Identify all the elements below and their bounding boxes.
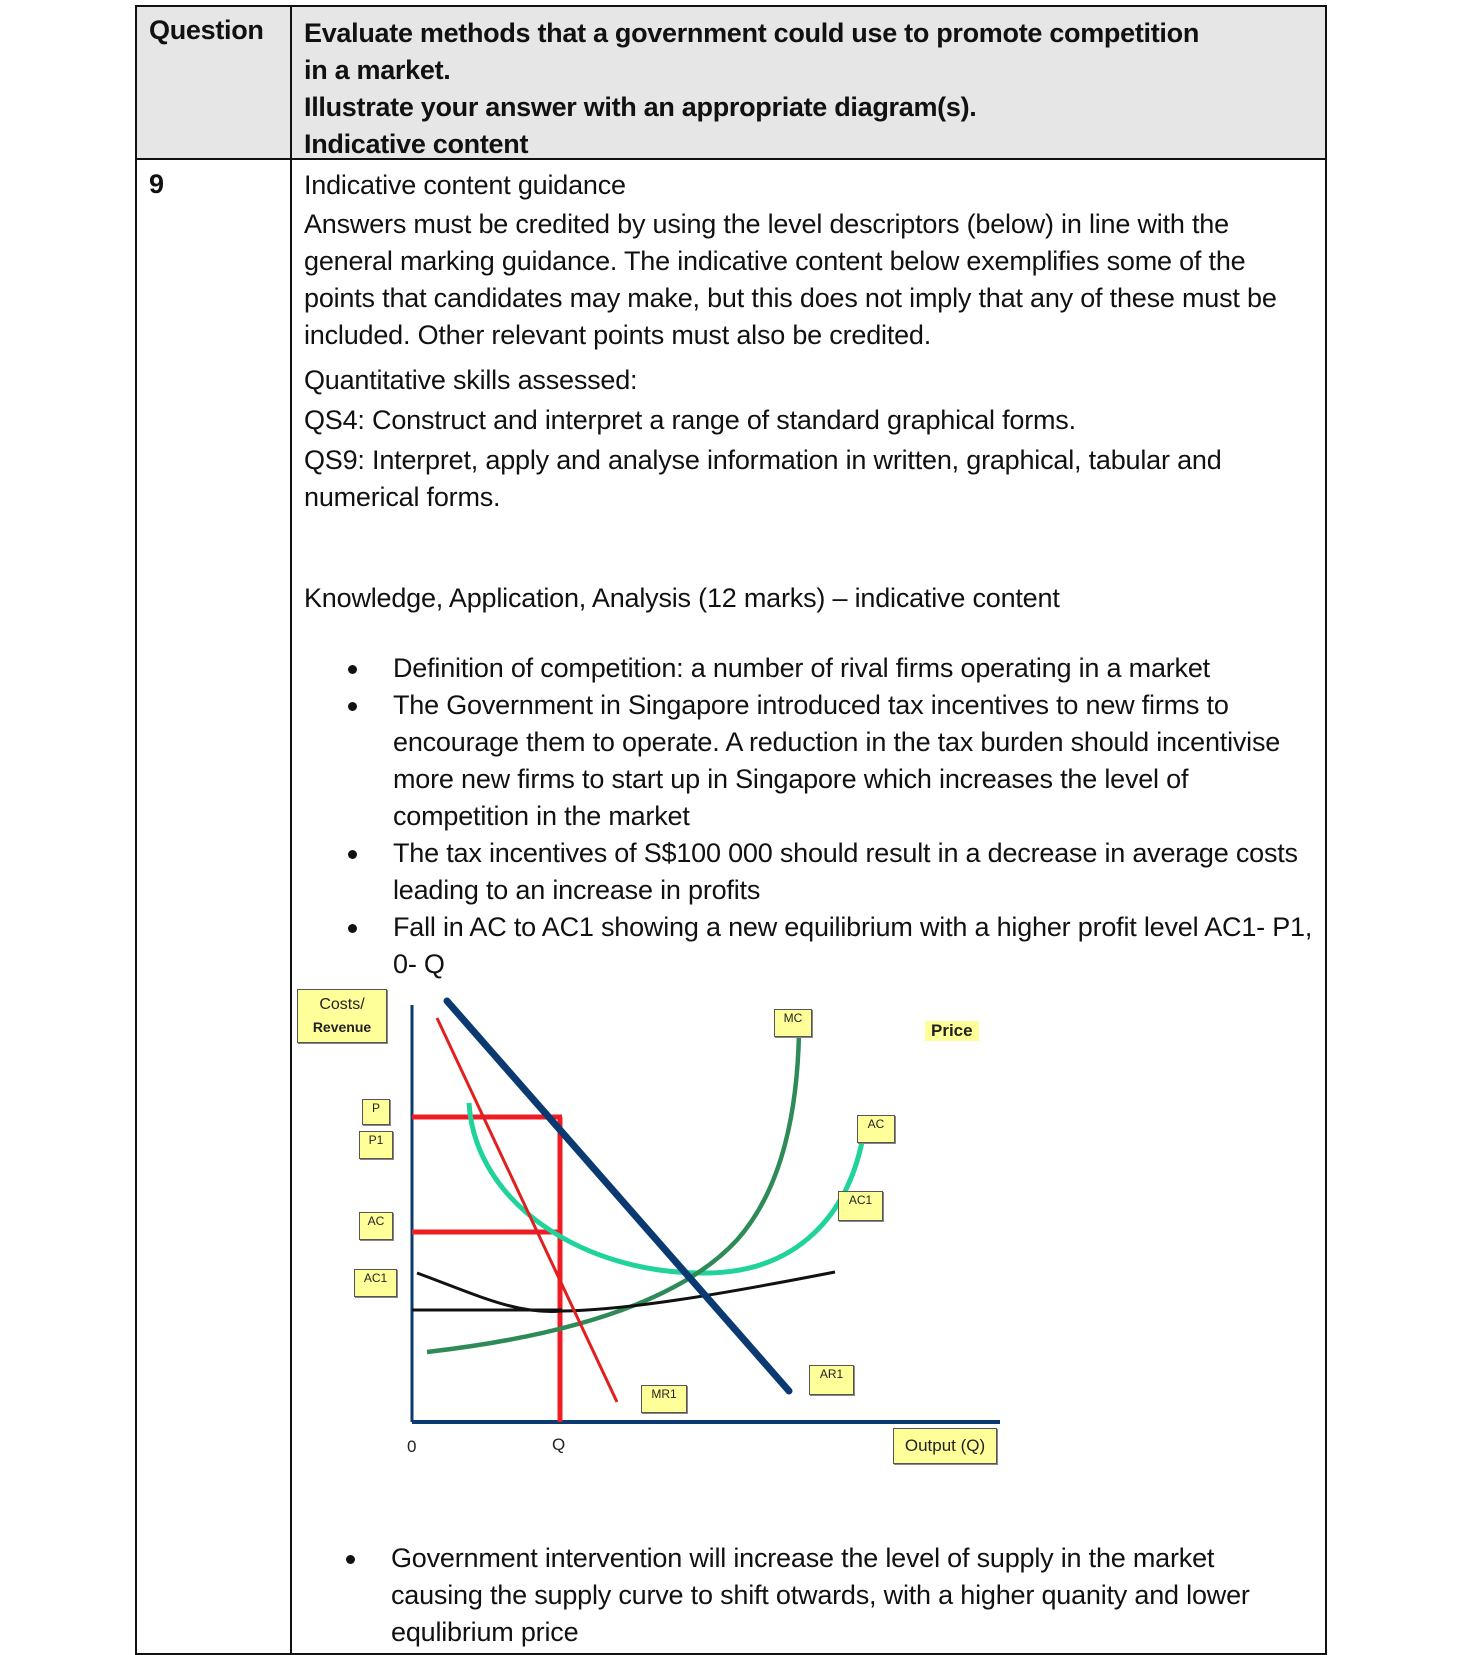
- question-number: 9: [149, 169, 165, 199]
- y-tick-p1: P1: [359, 1131, 393, 1159]
- bullet-icon: [348, 850, 357, 859]
- bullet-list: [304, 650, 1314, 983]
- question-line: Illustrate your answer with an appropriate diagram(s).: [304, 92, 977, 122]
- cost-revenue-diagram: [297, 985, 1017, 1475]
- y-tick-ac1: AC1: [354, 1269, 397, 1297]
- ac-label: AC: [857, 1115, 895, 1143]
- question-line: in a market.: [304, 55, 451, 85]
- question-line: Indicative content: [304, 129, 529, 159]
- ac1-label: AC1: [838, 1191, 883, 1221]
- x-axis-label: Output (Q): [893, 1428, 997, 1464]
- bullet-icon: [346, 1555, 355, 1564]
- kaa-heading: Knowledge, Application, Analysis (12 marks) – indicative content: [304, 583, 1060, 613]
- bullet-item: The Government in Singapore introduced tax incentives to new firms to encourage them to operate. A reduction in the tax burden should incentivise more new firms to start up in Singapore which increases the level of competition in the market: [304, 687, 1314, 835]
- qs4-text: QS4: Construct and interpret a range of standard graphical forms.: [304, 405, 1076, 435]
- indicative-content: [304, 167, 1314, 983]
- ac1-curve: [417, 1272, 835, 1312]
- qs-heading: Quantitative skills assessed:: [304, 365, 638, 395]
- guidance-intro: Answers must be credited by using the level descriptors (below) in line with the general marking guidance. The indicative content below exemplifies some of the points that candidates may make, but this does not imply that any of these must be included. Other relevant points must also be credited.: [304, 209, 1277, 350]
- price-label: Price: [925, 1021, 979, 1041]
- mc-label: MC: [774, 1009, 812, 1037]
- bullet-icon: [348, 665, 357, 674]
- y-tick-p: P: [362, 1099, 390, 1125]
- question-text: [304, 15, 1199, 163]
- bullet-item: Fall in AC to AC1 showing a new equilibrium with a higher profit level AC1- P1, 0- Q: [304, 909, 1314, 983]
- mr1-curve: [437, 1018, 617, 1402]
- column-divider: [290, 7, 292, 1653]
- final-bullet: [302, 1540, 1312, 1651]
- q-label: Q: [552, 1435, 566, 1454]
- mr1-label: MR1: [641, 1385, 687, 1413]
- bullet-icon: [348, 702, 357, 711]
- origin-label: 0: [407, 1437, 417, 1456]
- bullet-item: Government intervention will increase the level of supply in the market causing the supply curve to shift otwards, with a higher quanity and lower equlibrium price: [302, 1540, 1312, 1651]
- ar1-label: AR1: [809, 1365, 854, 1395]
- y-axis-label-box: Costs/ Revenue: [297, 989, 387, 1043]
- guidance-heading: Indicative content guidance: [304, 170, 626, 200]
- bullet-icon: [348, 924, 357, 933]
- bullet-item: The tax incentives of S$100 000 should result in a decrease in average costs leading to an increase in profits: [304, 835, 1314, 909]
- ar1-curve: [447, 1001, 789, 1391]
- y-tick-ac: AC: [359, 1212, 393, 1240]
- qs9-text: QS9: Interpret, apply and analyse information in written, graphical, tabular and numerical forms.: [304, 445, 1222, 512]
- question-column-header: Question: [149, 15, 264, 45]
- question-line: Evaluate methods that a government could use to promote competition: [304, 18, 1200, 48]
- bullet-item: Definition of competition: a number of rival firms operating in a market: [304, 650, 1314, 687]
